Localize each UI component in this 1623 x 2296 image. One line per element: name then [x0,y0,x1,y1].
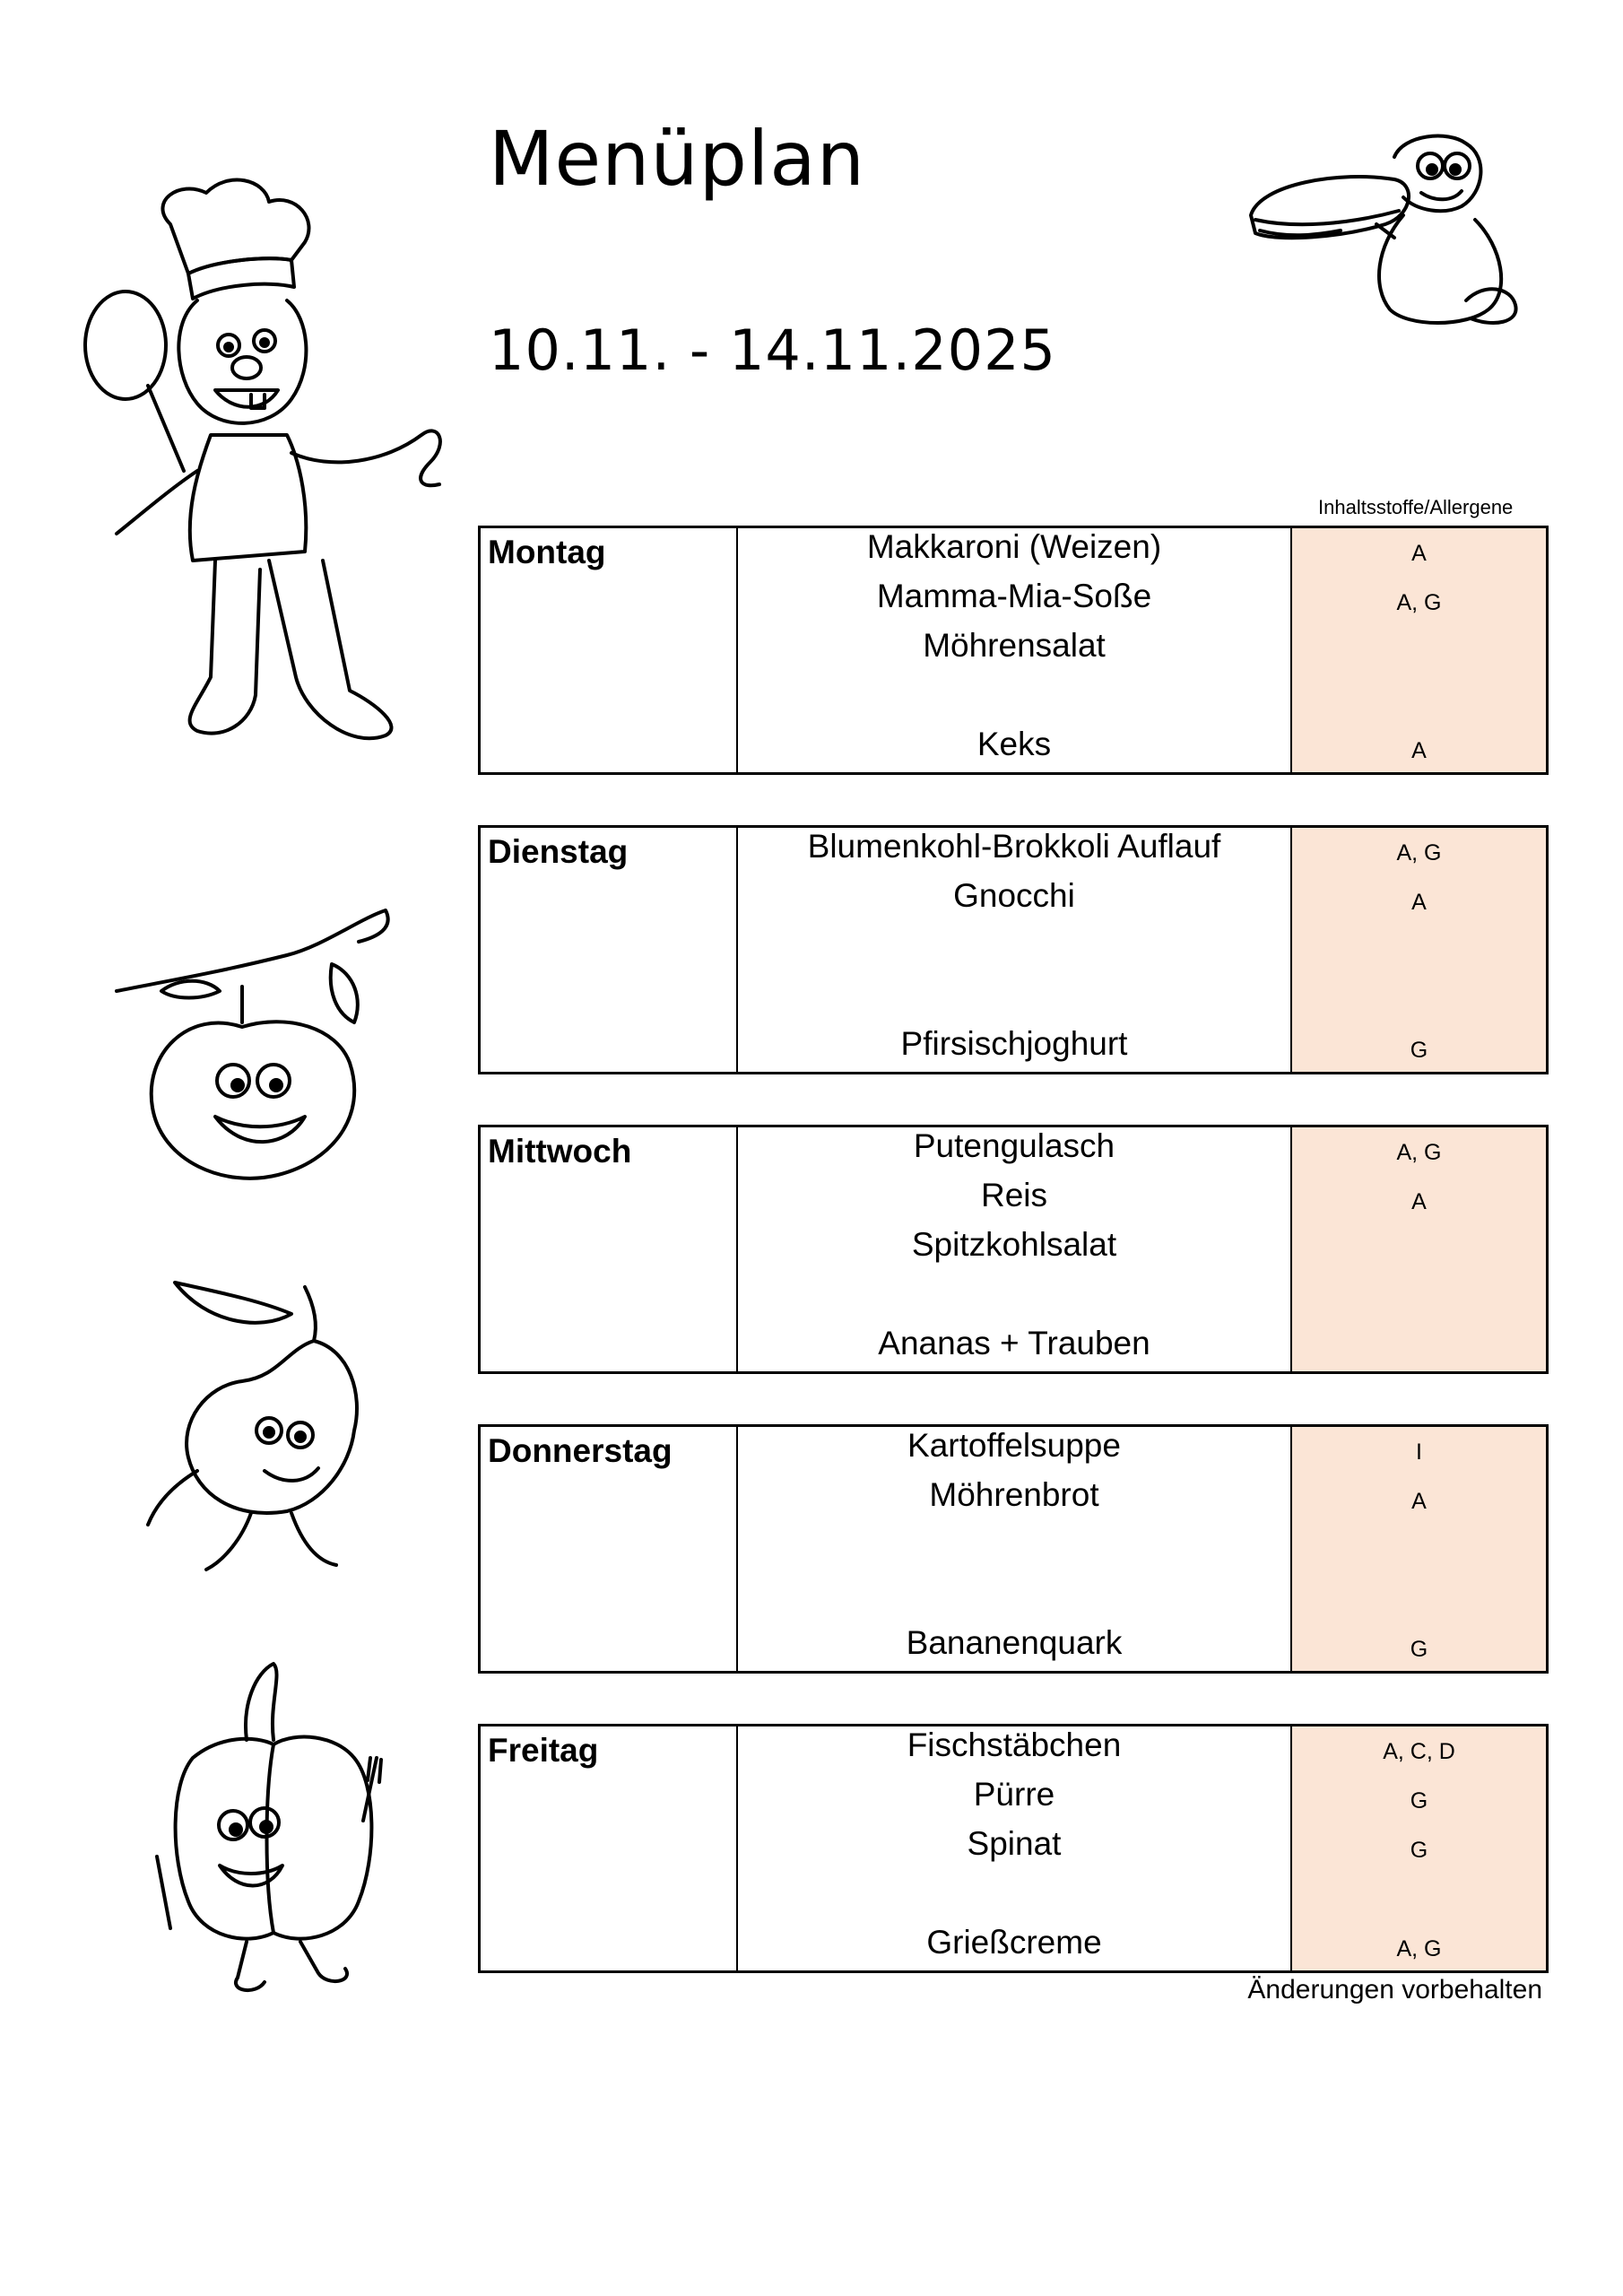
allergen-code: A [1411,1489,1427,1514]
allergen-code: A, C, D [1383,1739,1455,1764]
date-range: 10.11. - 14.11.2025 [489,317,1056,383]
dish: Möhrenbrot [929,1476,1099,1513]
footer-note: Änderungen vorbehalten [1247,1975,1542,2005]
dish: Fischstäbchen [907,1726,1122,1763]
cat-sandwich-icon [1242,130,1529,332]
dish: Makkaroni (Weizen) [866,528,1162,565]
page-title: Menüplan [489,115,866,203]
day-table-donnerstag [478,1424,1549,1674]
allergen-code: G [1410,1788,1428,1813]
dish-list [738,828,1292,1072]
dish: Grießcreme [926,1924,1102,1961]
allergen-code: G [1410,1838,1428,1863]
dish: Spinat [967,1825,1062,1862]
allergen-code: A, G [1396,1140,1442,1165]
allergen-column-header: Inhaltsstoffe/Allergene [1318,496,1514,518]
dish: Pürre [973,1776,1055,1813]
allergen-list [1292,1427,1546,1671]
allergen-code: A [1411,541,1427,566]
allergen-list [1292,1726,1546,1970]
dish: Spitzkohlsalat [911,1226,1117,1263]
day-label: Donnerstag [481,1427,738,1671]
dish: Pfirsischjoghurt [900,1025,1128,1062]
dish: Reis [980,1177,1048,1213]
dish: Putengulasch [913,1127,1115,1164]
allergen-code: A, G [1396,840,1442,865]
day-table-mittwoch [478,1125,1549,1374]
dish: Möhrensalat [923,627,1106,664]
allergen-code: I [1416,1439,1422,1465]
dish-list [738,1127,1292,1371]
dish: Kartoffelsuppe [907,1427,1121,1464]
allergen-code: G [1410,1038,1428,1063]
day-label: Montag [481,528,738,772]
allergen-code: A, G [1396,590,1442,615]
dish: Bananenquark [906,1624,1123,1661]
allergen-code: G [1410,1637,1428,1662]
dish: Gnocchi [953,877,1075,914]
allergen-list [1292,828,1546,1072]
dish: Mamma-Mia-Soße [876,578,1152,614]
allergen-code: A, G [1396,1936,1442,1961]
day-label: Freitag [481,1726,738,1970]
day-table-freitag [478,1724,1549,1973]
allergen-code: A [1411,1189,1427,1214]
day-table-montag [478,526,1549,775]
dish-list [738,1427,1292,1671]
pear-icon [135,1278,395,1583]
pepper-icon [139,1659,417,2000]
day-table-dienstag [478,825,1549,1074]
dish: Ananas + Trauben [878,1325,1150,1361]
dish: Keks [976,726,1052,762]
dish-list [738,1726,1292,1970]
dish-list [738,528,1292,772]
apple-icon [108,901,404,1197]
allergen-code: A [1411,738,1427,763]
day-label: Dienstag [481,828,738,1072]
chef-icon [63,175,466,794]
dish: Blumenkohl-Brokkoli Auflauf [807,828,1221,865]
day-label: Mittwoch [481,1127,738,1371]
allergen-list [1292,1127,1546,1371]
allergen-list [1292,528,1546,772]
allergen-code: A [1411,890,1427,915]
